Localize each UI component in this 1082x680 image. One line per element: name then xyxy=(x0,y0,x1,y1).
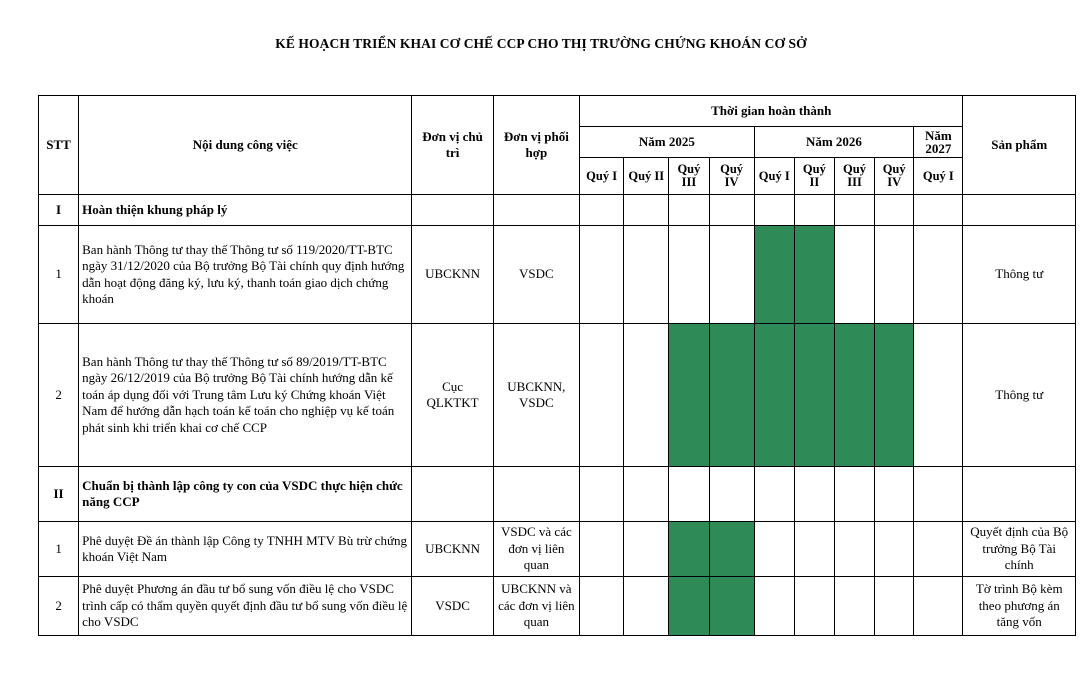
gantt-cell xyxy=(624,522,669,577)
table-row xyxy=(39,522,1076,577)
row-content: Ban hành Thông tư thay thế Thông tư số 119/2020/TT-BTC ngày 31/12/2020 của Bộ trưởng Bộ Tài chính quy định hướng dẫn hoạt động đăng ký, lưu ký, thanh toán giao dịch chứng khoán xyxy=(79,226,412,324)
gantt-cell xyxy=(709,226,754,324)
table-row xyxy=(39,226,1076,324)
row-coop-unit: UBCKNN và các đơn vị liên quan xyxy=(493,577,579,636)
table-body xyxy=(39,96,1076,636)
gantt-cell xyxy=(709,577,754,636)
gantt-cell xyxy=(794,226,834,324)
header-quarter: Quý III xyxy=(669,158,709,195)
gantt-cell xyxy=(875,522,914,577)
header-row-1 xyxy=(39,96,1076,127)
page-title: KẾ HOẠCH TRIỂN KHAI CƠ CHẾ CCP CHO THỊ TRƯỜNG CHỨNG KHOÁN CƠ SỞ xyxy=(275,36,807,51)
gantt-cell xyxy=(914,226,963,324)
gantt-cell xyxy=(754,226,794,324)
gantt-cell xyxy=(624,577,669,636)
gantt-cell xyxy=(794,522,834,577)
header-year-2026: Năm 2026 xyxy=(754,127,914,158)
gantt-cell xyxy=(794,577,834,636)
gantt-cell xyxy=(580,522,624,577)
gantt-cell xyxy=(914,522,963,577)
row-lead-unit: VSDC xyxy=(412,577,493,636)
gantt-cell xyxy=(669,577,709,636)
plan-table xyxy=(38,95,1076,636)
row-lead-unit: Cục QLKTKT xyxy=(412,324,493,467)
gantt-cell xyxy=(834,226,874,324)
table-row xyxy=(39,324,1076,467)
header-lead-unit: Đơn vị chủ trì xyxy=(412,96,493,195)
gantt-cell xyxy=(834,324,874,467)
header-quarter: Quý II xyxy=(624,158,669,195)
header-quarter: Quý IV xyxy=(709,158,754,195)
header-quarter: Quý II xyxy=(794,158,834,195)
row-content: Phê duyệt Phương án đầu tư bổ sung vốn điều lệ cho VSDC trình cấp có thẩm quyền quyết định đầu tư bổ sung vốn điều lệ cho VSDC xyxy=(79,577,412,636)
header-product: Sản phẩm xyxy=(963,96,1076,195)
row-product: Tờ trình Bộ kèm theo phương án tăng vốn xyxy=(963,577,1076,636)
header-quarter: Quý IV xyxy=(875,158,914,195)
section-number: II xyxy=(39,467,79,522)
header-time: Thời gian hoàn thành xyxy=(580,96,963,127)
gantt-cell xyxy=(580,577,624,636)
header-content: Nội dung công việc xyxy=(79,96,412,195)
gantt-cell xyxy=(580,226,624,324)
header-quarter: Quý I xyxy=(580,158,624,195)
gantt-cell xyxy=(754,577,794,636)
table-row xyxy=(39,577,1076,636)
section-title: Hoàn thiện khung pháp lý xyxy=(79,195,412,226)
gantt-cell xyxy=(709,324,754,467)
row-content: Phê duyệt Đề án thành lập Công ty TNHH MTV Bù trừ chứng khoán Việt Nam xyxy=(79,522,412,577)
gantt-cell xyxy=(709,522,754,577)
section-row xyxy=(39,195,1076,226)
gantt-cell xyxy=(754,324,794,467)
row-coop-unit: VSDC xyxy=(493,226,579,324)
row-stt: 2 xyxy=(39,324,79,467)
gantt-cell xyxy=(624,324,669,467)
gantt-cell xyxy=(794,324,834,467)
section-title: Chuẩn bị thành lập công ty con của VSDC thực hiện chức năng CCP xyxy=(79,467,412,522)
section-number: I xyxy=(39,195,79,226)
gantt-cell xyxy=(754,522,794,577)
row-product: Thông tư xyxy=(963,324,1076,467)
section-row xyxy=(39,467,1076,522)
row-lead-unit: UBCKNN xyxy=(412,226,493,324)
gantt-cell xyxy=(914,324,963,467)
header-year-2027: Năm 2027 xyxy=(914,127,963,158)
gantt-cell xyxy=(834,522,874,577)
header-quarter-2027: Quý I xyxy=(914,158,963,195)
gantt-cell xyxy=(834,577,874,636)
row-coop-unit: UBCKNN, VSDC xyxy=(493,324,579,467)
gantt-cell xyxy=(624,226,669,324)
gantt-cell xyxy=(875,226,914,324)
gantt-cell xyxy=(669,324,709,467)
gantt-cell xyxy=(669,522,709,577)
row-stt: 1 xyxy=(39,522,79,577)
row-product: Thông tư xyxy=(963,226,1076,324)
row-stt: 1 xyxy=(39,226,79,324)
row-lead-unit: UBCKNN xyxy=(412,522,493,577)
row-content: Ban hành Thông tư thay thế Thông tư số 89/2019/TT-BTC ngày 26/12/2019 của Bộ trưởng Bộ Tài chính hướng dẫn kế toán áp dụng đối với Trung tâm Lưu ký Chứng khoán Việt Nam để hướng dẫn hạch toán kế toán cho nghiệp vụ kế toán phát sinh khi triển khai cơ chế CCP xyxy=(79,324,412,467)
gantt-cell xyxy=(914,577,963,636)
header-coop-unit: Đơn vị phối hợp xyxy=(493,96,579,195)
gantt-cell xyxy=(669,226,709,324)
gantt-cell xyxy=(875,324,914,467)
header-stt: STT xyxy=(39,96,79,195)
gantt-cell xyxy=(580,324,624,467)
gantt-cell xyxy=(875,577,914,636)
header-year-2025: Năm 2025 xyxy=(580,127,755,158)
row-product: Quyết định của Bộ trưởng Bộ Tài chính xyxy=(963,522,1076,577)
row-coop-unit: VSDC và các đơn vị liên quan xyxy=(493,522,579,577)
row-stt: 2 xyxy=(39,577,79,636)
header-quarter: Quý III xyxy=(834,158,874,195)
header-quarter: Quý I xyxy=(754,158,794,195)
